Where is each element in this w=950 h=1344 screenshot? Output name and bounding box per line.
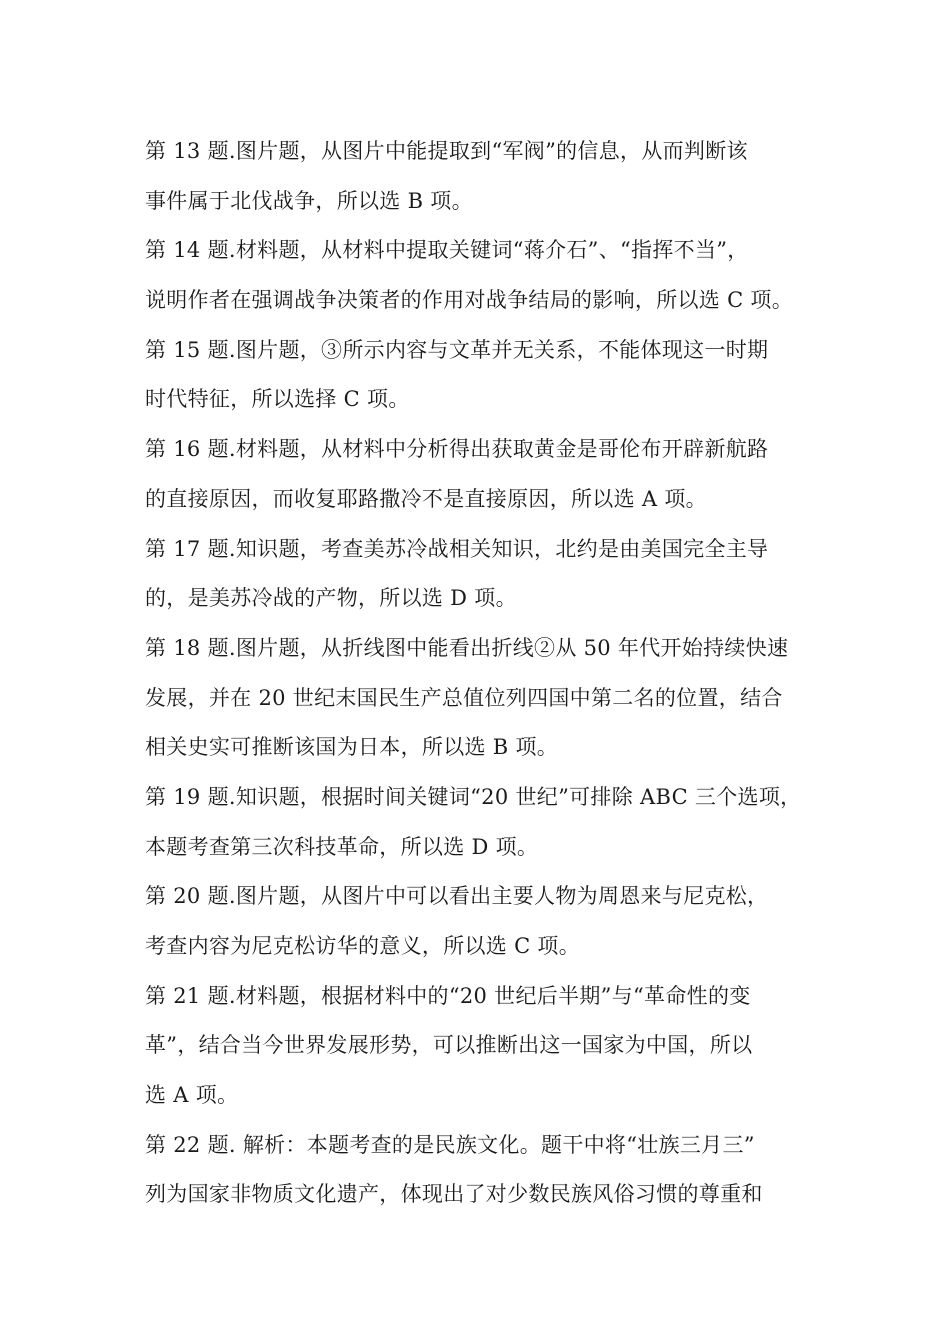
text-line: 第 14 题.材料题，从材料中提取关键词“蒋介石”、“指挥不当”， — [145, 238, 749, 263]
text-line: 本题考查第三次科技革命，所以选 D 项。 — [145, 834, 539, 859]
text-line: 考查内容为尼克松访华的意义，所以选 C 项。 — [145, 934, 581, 958]
text-line: 说明作者在强调战争决策者的作用对战争结局的影响，所以选 C 项。 — [145, 288, 794, 313]
text-line: 选 A 项。 — [145, 1083, 239, 1108]
text-line: 的直接原因，而收复耶路撒冷不是直接原因，所以选 A 项。 — [145, 486, 707, 511]
text-line: 列为国家非物质文化遗产，体现出了对少数民族风俗习惯的尊重和 — [145, 1182, 763, 1207]
text-line: 发展，并在 20 世纪末国民生产总值位列四国中第二名的位置，结合 — [145, 685, 783, 710]
text-line: 第 15 题.图片题，③所示内容与文革并无关系，不能体现这一时期 — [145, 337, 769, 362]
text-line: 第 16 题.材料题，从材料中分析得出获取黄金是哥伦布开辟新航路 — [145, 437, 769, 462]
text-line: 第 17 题.知识题，考查美苏冷战相关知识，北约是由美国完全主导 — [145, 536, 769, 561]
text-line: 革”，结合当今世界发展形势，可以推断出这一国家为中国，所以 — [145, 1033, 753, 1058]
text-line: 第 22 题. 解析：本题考查的是民族文化。题干中将“壮族三月三” — [145, 1132, 755, 1157]
text-line: 的，是美苏冷战的产物，所以选 D 项。 — [145, 586, 517, 611]
text-line: 事件属于北伐战争，所以选 B 项。 — [145, 188, 473, 213]
text-line: 第 18 题.图片题，从折线图中能看出折线②从 50 年代开始持续快速 — [145, 635, 789, 660]
text-line: 第 13 题.图片题，从图片中能提取到“军阀”的信息，从而判断该 — [145, 139, 748, 163]
text-line: 第 20 题.图片题，从图片中可以看出主要人物为周恩来与尼克松， — [145, 884, 769, 909]
text-line: 时代特征，所以选择 C 项。 — [145, 387, 410, 412]
text-line: 第 21 题.材料题，根据材料中的“20 世纪后半期”与“革命性的变 — [145, 983, 751, 1008]
text-line: 第 19 题.知识题，根据时间关键词“20 世纪”可排除 ABC 三个选项， — [145, 784, 802, 809]
document-body — [145, 127, 817, 1220]
text-line: 相关史实可推断该国为日本，所以选 B 项。 — [145, 735, 559, 760]
